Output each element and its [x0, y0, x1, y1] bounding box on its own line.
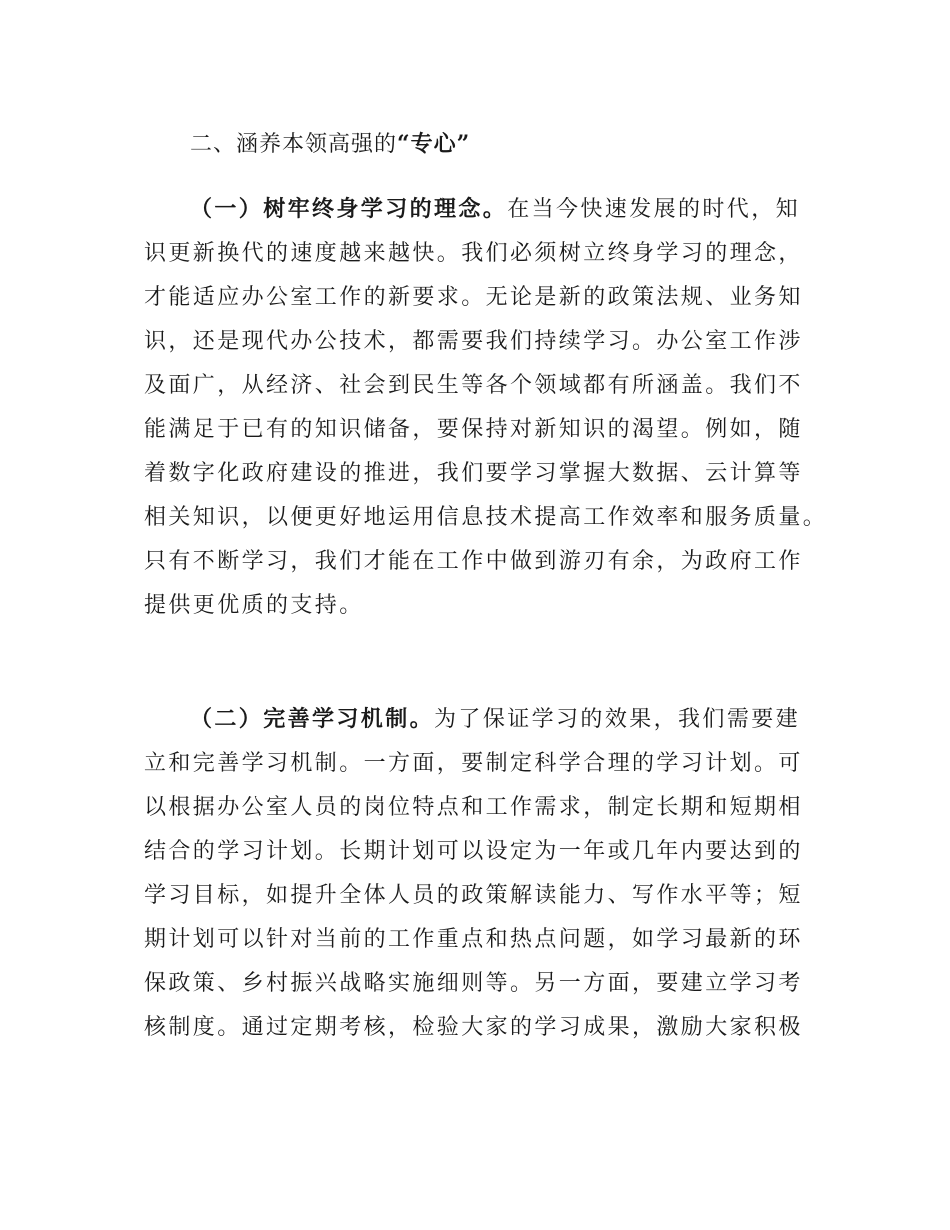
paragraph-line: 只有不断学习，我们才能在工作中做到游刃有余，为政府工作: [144, 549, 803, 574]
paragraph-line: 立和完善学习机制。一方面，要制定科学合理的学习计划。可: [144, 751, 803, 776]
paragraph-line: 学习目标，如提升全体人员的政策解读能力、写作水平等；短: [144, 883, 803, 908]
paragraph-line: [144, 188, 824, 232]
paragraph-line: 识，还是现代办公技术，都需要我们持续学习。办公室工作涉: [144, 329, 803, 354]
paragraph-1: [144, 188, 828, 628]
paragraph-line: 核制度。通过定期考核，检验大家的学习成果，激励大家积极: [144, 1015, 803, 1040]
paragraph-line-text: 在当今快速发展的时代，知: [507, 197, 801, 222]
paragraph-lead: （二）完善学习机制。: [190, 707, 435, 732]
paragraph-line: 期计划可以针对当前的工作重点和热点问题，如学习最新的环: [144, 927, 803, 952]
section-heading-text: 二、涵养本领高强的: [190, 132, 398, 157]
paragraph-line: 提供更优质的支持。: [144, 593, 364, 618]
section-heading: [190, 122, 470, 167]
paragraph-line: 相关知识，以便更好地运用信息技术提高工作效率和服务质量。: [144, 505, 828, 530]
paragraph-lead: （一）树牢终身学习的理念。: [190, 197, 508, 222]
paragraph-2: [144, 698, 824, 1050]
paragraph-line-text: 为了保证学习的效果，我们需要建: [434, 707, 801, 732]
paragraph-line: 结合的学习计划。长期计划可以设定为一年或几年内要达到的: [144, 839, 803, 864]
paragraph-line: 识更新换代的速度越来越快。我们必须树立终身学习的理念，: [144, 241, 803, 266]
section-heading-quoted: “专心”: [397, 131, 471, 157]
paragraph-line: 以根据办公室人员的岗位特点和工作需求，制定长期和短期相: [144, 795, 803, 820]
paragraph-line: 能满足于已有的知识储备，要保持对新知识的渴望。例如，随: [144, 417, 803, 442]
paragraph-line: 才能适应办公室工作的新要求。无论是新的政策法规、业务知: [144, 285, 803, 310]
paragraph-line: 及面广，从经济、社会到民生等各个领域都有所涵盖。我们不: [144, 373, 803, 398]
paragraph-line: 保政策、乡村振兴战略实施细则等。另一方面，要建立学习考: [144, 971, 803, 996]
paragraph-line: 着数字化政府建设的推进，我们要学习掌握大数据、云计算等: [144, 461, 803, 486]
paragraph-line: [144, 698, 824, 742]
